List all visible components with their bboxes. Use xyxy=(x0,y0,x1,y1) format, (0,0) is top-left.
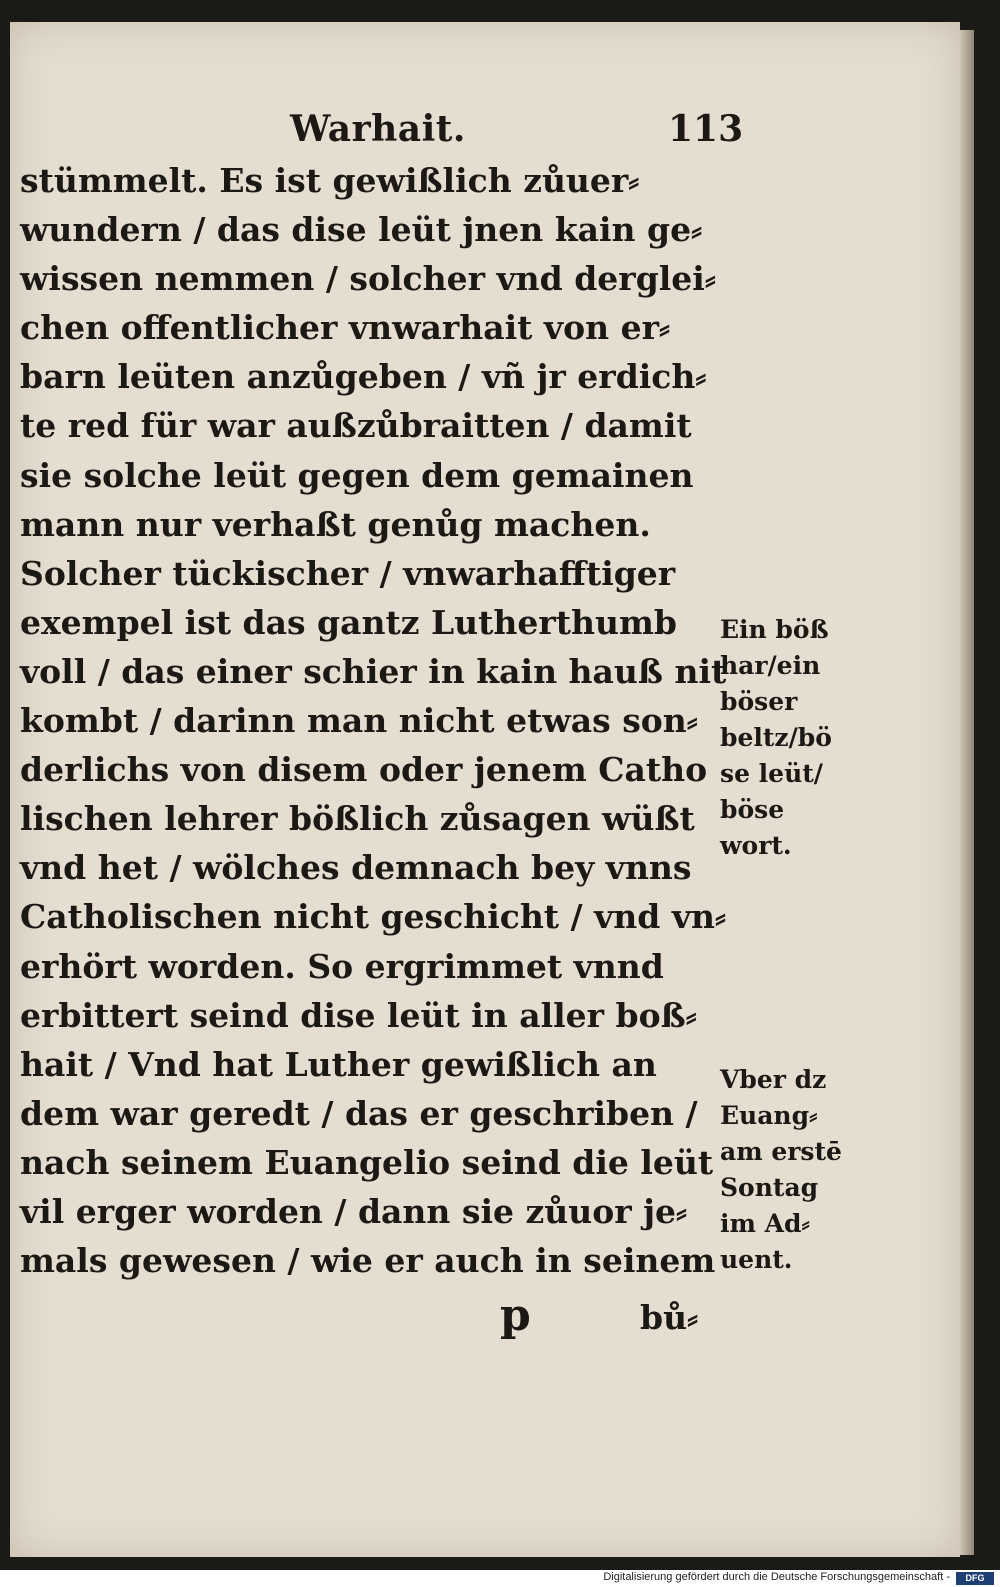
text-line: nach seinem Euangelio seind die leüt xyxy=(20,1142,714,1182)
text-line: mals gewesen / wie er auch in seinem xyxy=(20,1241,716,1281)
text-line: chen offentlicher vnwarhait von er⸗ xyxy=(20,308,670,348)
text-line: derlichs von disem oder jenem Catho xyxy=(20,750,708,790)
margin-note-line: beltz/bö xyxy=(720,723,832,752)
margin-note-line: böse xyxy=(720,795,785,824)
marginal-note-2 xyxy=(720,1062,842,1278)
text-line: voll / das einer schier in kain hauß nit xyxy=(20,651,727,691)
main-text-block xyxy=(20,156,727,1285)
text-line: wissen nemmen / solcher vnd derglei⸗ xyxy=(20,259,716,299)
text-line: hait / Vnd hat Luther gewißlich an xyxy=(20,1044,657,1084)
margin-note-line: Vber dz xyxy=(720,1065,827,1094)
margin-note-line: im Ad⸗ xyxy=(720,1209,810,1238)
text-line: erbittert seind dise leüt in aller boß⸗ xyxy=(20,995,697,1035)
running-title: Warhait. xyxy=(290,108,466,150)
margin-note-line: Sontag xyxy=(720,1173,819,1202)
text-line: wundern / das dise leüt jnen kain ge⸗ xyxy=(20,210,703,250)
text-line: sie solche leüt gegen dem gemainen xyxy=(20,455,694,495)
margin-note-line: har/ein xyxy=(720,651,821,680)
page-edge xyxy=(960,30,974,1555)
margin-note-line: wort. xyxy=(720,831,792,860)
text-line: kombt / darinn man nicht etwas son⸗ xyxy=(20,701,698,741)
text-line: lischen lehrer bößlich zůsagen wüßt xyxy=(20,799,695,839)
text-line: dem war geredt / das er geschriben / xyxy=(20,1093,698,1133)
text-line: exempel ist das gantz Lutherthumb xyxy=(20,602,678,642)
text-line: Solcher tückischer / vnwarhafftiger xyxy=(20,553,676,593)
credit-bar xyxy=(0,1570,1000,1587)
text-line: mann nur verhaßt genůg machen. xyxy=(20,504,651,544)
text-line: barn leüten anzůgeben / vñ jr erdich⸗ xyxy=(20,357,707,397)
margin-note-line: Ein böß xyxy=(720,615,829,644)
margin-note-line: Euang⸗ xyxy=(720,1101,818,1130)
text-line: Catholischen nicht geschicht / vnd vn⸗ xyxy=(20,897,726,937)
catchword: bů⸗ xyxy=(640,1298,699,1337)
margin-note-line: am erstē xyxy=(720,1137,842,1166)
dfg-logo: DFG xyxy=(956,1572,994,1585)
dfg-credit-text: Digitalisierung gefördert durch die Deutsche Forschungsgemeinschaft - xyxy=(603,1571,950,1583)
text-line: te red für war außzůbraitten / damit xyxy=(20,406,692,446)
text-line: vnd het / wölches demnach bey vnns xyxy=(20,848,692,888)
folio-number: 113 xyxy=(668,108,744,150)
signature-mark: p xyxy=(500,1290,531,1341)
text-line: stümmelt. Es ist gewißlich zůuer⸗ xyxy=(20,161,640,200)
margin-note-line: böser xyxy=(720,687,798,716)
text-line: vil erger worden / dann sie zůuor je⸗ xyxy=(20,1191,688,1231)
margin-note-line: se leüt/ xyxy=(720,759,823,788)
marginal-note-1 xyxy=(720,612,832,864)
margin-note-line: uent. xyxy=(720,1245,793,1274)
text-line: erhört worden. So ergrimmet vnnd xyxy=(20,946,664,986)
